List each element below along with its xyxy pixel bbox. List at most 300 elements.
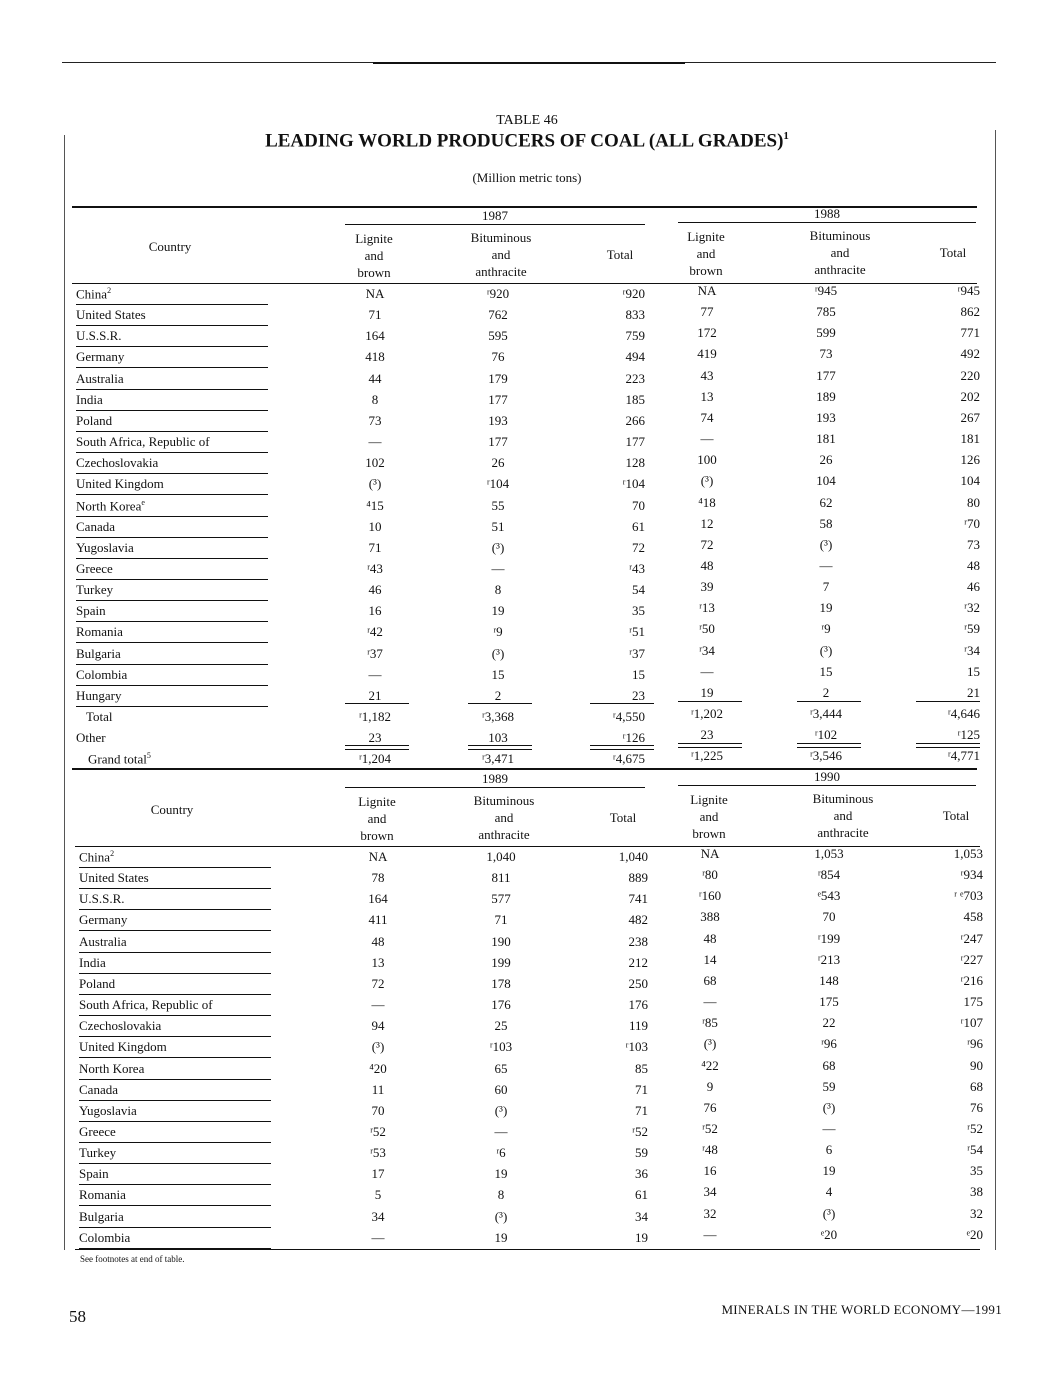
value-cell: ʳ920 [622, 286, 645, 301]
value-cell: (³) [819, 536, 833, 552]
value-cell: 148 [819, 972, 839, 988]
value-cell: 126 [960, 452, 980, 468]
value-cell: 23 [700, 727, 714, 743]
value-cell: 862 [960, 304, 980, 320]
value-cell: 13 [700, 388, 714, 404]
country-name: China$^2$ [76, 286, 112, 302]
table-row [79, 869, 989, 890]
country-name: Germany [76, 349, 125, 365]
table-row [79, 1120, 989, 1144]
value-cell: — [491, 560, 505, 576]
country-column-header: Country [148, 239, 192, 254]
value-cell: 76 [970, 1099, 983, 1115]
value-cell: 811 [491, 870, 511, 886]
value-cell: ʳ213 [817, 951, 841, 967]
value-cell: 32 [703, 1205, 717, 1221]
value-cell: ᵉ20 [966, 1226, 983, 1242]
value-cell: 19 [635, 1229, 648, 1245]
value-cell: 16 [703, 1163, 717, 1179]
value-cell: 762 [488, 307, 508, 323]
value-cell: 164 [368, 891, 388, 907]
value-cell: ʳ4,675 [612, 751, 645, 767]
value-cell: 68 [822, 1057, 836, 1073]
table-bottom-rule [75, 1249, 980, 1250]
country-name: Hungary [76, 687, 122, 703]
value-cell: — [371, 997, 385, 1013]
value-cell: 103 [488, 730, 508, 746]
value-cell: — [700, 431, 714, 447]
value-cell: ʳ43 [629, 560, 645, 576]
country-name: Total [86, 709, 113, 724]
value-cell: (³) [700, 473, 714, 489]
table-row [79, 1017, 989, 1038]
value-cell: 54 [632, 582, 645, 598]
value-cell: 759 [625, 328, 645, 344]
country-name: Turkey [76, 582, 114, 598]
country-name: Czechoslovakia [79, 1018, 162, 1034]
value-cell: 128 [625, 455, 645, 471]
value-cell: 32 [970, 1205, 983, 1221]
value-cell: ⁴15 [366, 497, 384, 513]
year-header: 1989 [482, 771, 508, 786]
value-cell: 23 [632, 687, 645, 703]
value-cell: ʳ160 [698, 888, 722, 904]
value-cell: 19 [822, 1163, 836, 1179]
value-cell: ʳ37 [629, 645, 645, 661]
value-cell: ʳ9 [493, 624, 503, 640]
value-cell: 48 [700, 557, 714, 573]
table-row [79, 1165, 989, 1186]
country-name: United States [79, 870, 149, 886]
lignite-column-header: Lignite and brown [687, 229, 725, 278]
bituminous-column-header: Bituminous and anthracite [473, 793, 535, 842]
value-cell: 12 [700, 515, 714, 531]
value-cell: 2 [822, 684, 830, 700]
value-cell: 38 [970, 1184, 983, 1200]
value-cell: 11 [371, 1081, 385, 1097]
value-cell: (³) [822, 1099, 836, 1115]
value-cell: 19 [494, 1229, 508, 1245]
value-cell: ᵉ20 [820, 1226, 838, 1242]
value-cell: 1,040 [486, 849, 516, 864]
value-cell: 55 [491, 497, 505, 513]
value-cell: 34 [703, 1184, 717, 1200]
table-row [79, 930, 989, 954]
value-cell: — [703, 1226, 717, 1242]
value-cell: 889 [628, 870, 648, 886]
value-cell: 59 [822, 1078, 836, 1094]
row-underline [79, 1100, 271, 1101]
value-cell: 833 [625, 307, 645, 323]
value-cell: 492 [960, 346, 980, 362]
value-cell: 185 [625, 391, 645, 407]
value-cell: 68 [703, 972, 717, 988]
value-cell: ʳ3,368 [481, 709, 515, 724]
value-cell: ʳ43 [367, 560, 383, 576]
value-cell: 59 [635, 1145, 648, 1161]
value-cell: ʳ4,771 [947, 748, 980, 764]
value-cell: 94 [371, 1018, 385, 1034]
country-name: Canada [76, 518, 115, 534]
value-cell: 13 [371, 954, 385, 970]
value-cell: ʳ945 [814, 283, 838, 298]
value-cell: 189 [816, 388, 836, 404]
year-header: 1990 [814, 769, 840, 784]
country-name: Australia [79, 933, 127, 949]
country-name: Canada [79, 1081, 118, 1097]
row-underline [79, 1036, 271, 1037]
value-cell: 2 [494, 687, 502, 703]
row-underline [79, 1142, 271, 1143]
value-cell: 595 [488, 328, 508, 344]
value-cell: 25 [494, 1018, 508, 1034]
value-cell: 599 [816, 325, 836, 341]
value-cell: ʳ125 [957, 727, 980, 743]
value-cell: 181 [816, 431, 836, 447]
country-name: Turkey [79, 1145, 117, 1161]
value-cell: 190 [491, 933, 511, 949]
value-cell: 85 [635, 1060, 648, 1076]
value-cell: ʳ216 [960, 972, 983, 988]
value-cell: 220 [960, 367, 980, 383]
value-cell: 71 [635, 1102, 648, 1118]
value-cell: 19 [494, 1166, 508, 1182]
value-cell: 5 [374, 1187, 382, 1203]
value-cell: 19 [700, 684, 714, 700]
value-cell: 119 [628, 1018, 648, 1034]
value-cell: 419 [697, 346, 717, 362]
year-rule [345, 787, 645, 788]
value-cell: NA [365, 286, 385, 301]
value-cell: 741 [628, 891, 648, 907]
value-cell: — [368, 666, 382, 682]
value-cell: 70 [371, 1102, 385, 1118]
value-cell: 199 [491, 954, 511, 970]
year-header: 1987 [482, 208, 508, 223]
value-cell: ⁴18 [698, 494, 716, 510]
value-cell: (³) [494, 1208, 508, 1224]
country-name: Colombia [79, 1229, 131, 1245]
value-cell: 6 [825, 1142, 833, 1158]
value-cell: 202 [960, 388, 980, 404]
table-row [79, 1144, 989, 1165]
value-cell: ʳ70 [964, 515, 980, 531]
value-cell: 48 [371, 933, 385, 949]
value-cell: 26 [491, 455, 505, 471]
value-cell: 17 [371, 1166, 385, 1182]
value-cell: 68 [970, 1078, 983, 1094]
value-cell: ʳ247 [960, 930, 983, 946]
value-cell: 175 [963, 994, 983, 1010]
value-cell: ʳ34 [964, 642, 980, 658]
row-underline [79, 952, 271, 953]
value-cell: 771 [960, 325, 980, 341]
total-column-header: Total [609, 810, 637, 825]
value-cell: — [368, 434, 382, 450]
value-cell: ʳ53 [370, 1145, 386, 1161]
country-name: Spain [76, 603, 106, 619]
table-row [79, 1226, 989, 1250]
value-cell: 73 [368, 412, 382, 428]
value-cell: — [494, 1123, 508, 1139]
value-cell: (³) [703, 1036, 717, 1052]
value-cell: 73 [819, 346, 833, 362]
value-cell: 74 [700, 409, 714, 425]
value-cell: ʳ96 [821, 1036, 837, 1052]
value-cell: 494 [625, 349, 645, 365]
value-cell: 418 [365, 349, 385, 365]
value-cell: ʳ3,546 [809, 748, 843, 764]
value-cell: 100 [697, 452, 717, 468]
row-underline [79, 909, 271, 910]
value-cell: 179 [488, 370, 508, 386]
value-cell: (³) [491, 539, 505, 555]
country-name: Yugoslavia [76, 539, 134, 555]
value-cell: ʳ34 [699, 642, 715, 658]
value-cell: 178 [491, 975, 511, 991]
value-cell: 8 [371, 391, 379, 407]
value-cell: 39 [700, 579, 714, 595]
value-cell: 72 [632, 539, 645, 555]
value-cell: 8 [497, 1187, 505, 1203]
value-cell: 785 [816, 304, 836, 320]
country-name: South Africa, Republic of [76, 434, 210, 450]
value-cell: ʳ4,646 [947, 706, 980, 721]
row-underline [79, 1057, 271, 1058]
value-cell: 48 [703, 930, 717, 946]
value-cell: (³) [819, 642, 833, 658]
value-cell: 458 [963, 909, 983, 925]
value-cell: ʳ54 [967, 1142, 983, 1158]
value-cell: 15 [632, 666, 645, 682]
country-name: United Kingdom [76, 476, 164, 492]
value-cell: ʳ104 [486, 476, 510, 492]
value-cell: 177 [625, 434, 645, 450]
running-footer-title: MINERALS IN THE WORLD ECONOMY—1991 [721, 1302, 1002, 1317]
table-label: TABLE 46 [496, 113, 558, 128]
value-cell: 65 [494, 1060, 508, 1076]
value-cell: 212 [628, 954, 648, 970]
country-name: Poland [76, 412, 113, 428]
value-cell: ʳ96 [967, 1036, 983, 1052]
value-cell: 70 [822, 909, 836, 925]
value-cell: 73 [967, 536, 980, 552]
value-cell: 77 [700, 304, 714, 320]
table-row [79, 1038, 989, 1059]
value-cell: ⁴22 [701, 1057, 719, 1073]
table-row [79, 996, 989, 1017]
value-cell: (³) [491, 645, 505, 661]
value-cell: 223 [625, 370, 645, 386]
value-cell: (³) [368, 476, 382, 492]
country-name: Germany [79, 912, 128, 928]
table-row [79, 1099, 989, 1123]
value-cell: 1,040 [618, 849, 648, 864]
value-cell: ʳ104 [622, 476, 645, 492]
bituminous-column-header: Bituminous and anthracite [470, 230, 532, 279]
country-name: Romania [76, 624, 123, 640]
value-cell: ʳ126 [622, 730, 645, 746]
value-cell: 78 [371, 870, 385, 886]
value-cell: 70 [632, 497, 645, 513]
value-cell: ʳ52 [370, 1123, 386, 1139]
value-cell: 4 [825, 1184, 833, 1200]
value-cell: (³) [371, 1039, 385, 1055]
value-cell: 44 [368, 370, 382, 386]
value-cell: ʳ920 [486, 286, 510, 301]
country-name: United Kingdom [79, 1039, 167, 1055]
value-cell: 26 [819, 452, 833, 468]
value-cell: 193 [488, 412, 508, 428]
value-cell: 21 [368, 687, 382, 703]
country-name: Colombia [76, 666, 128, 682]
value-cell: ʳ3,471 [481, 751, 515, 767]
value-cell: 482 [628, 912, 648, 928]
value-cell: ʳ42 [367, 624, 383, 640]
value-cell: ʳ934 [960, 867, 983, 883]
country-name: Greece [79, 1123, 116, 1139]
table-row [79, 951, 989, 975]
value-cell: 172 [697, 325, 717, 341]
value-cell: 9 [706, 1078, 714, 1094]
value-cell: 8 [494, 582, 502, 598]
value-cell: 72 [371, 975, 385, 991]
value-cell: 577 [491, 891, 511, 907]
country-name: North Korea [79, 1060, 145, 1076]
row-underline [79, 1079, 271, 1080]
value-cell: ʳ199 [817, 930, 841, 946]
value-cell: 35 [632, 603, 645, 619]
value-cell: 1,053 [953, 846, 983, 861]
table-row [79, 1057, 989, 1081]
country-column-header: Country [150, 802, 194, 817]
row-underline [79, 973, 271, 974]
lignite-column-header: Lignite and brown [358, 794, 396, 843]
value-cell: 19 [819, 600, 833, 616]
table-row [79, 848, 989, 869]
table-subtitle: (Million metric tons) [472, 170, 582, 185]
country-name: Bulgaria [76, 645, 121, 661]
value-cell: ʳ59 [964, 621, 980, 637]
value-cell: 71 [635, 1081, 648, 1097]
value-cell: ʳ103 [625, 1039, 648, 1055]
value-cell: ʳ945 [957, 283, 980, 298]
value-cell: ⁴20 [369, 1060, 387, 1076]
value-cell: 22 [822, 1015, 836, 1031]
value-cell: ʳ ᵉ703 [954, 888, 983, 904]
value-cell: 177 [488, 391, 508, 407]
value-cell: ʳ227 [960, 951, 983, 967]
value-cell: ʳ85 [702, 1015, 718, 1031]
value-cell: 177 [816, 367, 836, 383]
value-cell: ʳ4,550 [612, 709, 645, 724]
value-cell: 43 [700, 367, 714, 383]
row-underline [79, 994, 271, 995]
value-cell: ʳ854 [817, 867, 841, 883]
value-cell: 15 [491, 666, 505, 682]
country-name: Australia [76, 370, 124, 386]
value-cell: 58 [819, 515, 833, 531]
value-cell: (³) [822, 1205, 836, 1221]
bituminous-column-header: Bituminous and anthracite [809, 228, 871, 277]
country-name: Spain [79, 1166, 109, 1182]
value-cell: 71 [368, 539, 382, 555]
value-cell: ʳ1,225 [690, 748, 724, 764]
value-cell: ʳ52 [632, 1123, 648, 1139]
value-cell: 46 [967, 579, 980, 595]
country-name: China$^2$ [79, 849, 115, 865]
lignite-column-header: Lignite and brown [690, 792, 728, 841]
value-cell: 72 [700, 536, 714, 552]
country-name: India [76, 391, 103, 407]
value-cell: (³) [494, 1102, 508, 1118]
value-cell: ʳ3,444 [809, 706, 843, 721]
value-cell: ʳ32 [964, 600, 980, 616]
total-column-header: Total [939, 245, 967, 260]
value-cell: 1,053 [814, 846, 844, 861]
value-cell: 71 [368, 307, 382, 323]
value-cell: 181 [960, 431, 980, 447]
value-cell: 177 [488, 434, 508, 450]
country-name: U.S.S.R. [79, 891, 125, 907]
value-cell: 34 [635, 1208, 648, 1224]
value-cell: 176 [628, 997, 648, 1013]
value-cell: — [700, 663, 714, 679]
value-cell: 15 [967, 663, 980, 679]
country-name: Czechoslovakia [76, 455, 159, 471]
value-cell: 102 [365, 455, 385, 471]
year-rule [678, 785, 976, 786]
value-cell: ʳ13 [699, 600, 715, 616]
table-row [79, 1205, 989, 1229]
value-cell: 61 [635, 1187, 648, 1203]
value-cell: 250 [628, 975, 648, 991]
value-cell: 48 [967, 557, 980, 573]
value-cell: 76 [491, 349, 505, 365]
country-name: Romania [79, 1187, 126, 1203]
country-name: Poland [79, 975, 116, 991]
value-cell: — [822, 1120, 836, 1136]
value-cell: ʳ52 [702, 1120, 718, 1136]
value-cell: ʳ107 [960, 1015, 983, 1031]
table-row [79, 1078, 989, 1102]
table-row [79, 972, 989, 996]
value-cell: ʳ1,204 [358, 751, 392, 767]
value-cell: 267 [960, 409, 980, 425]
value-cell: ʳ1,182 [358, 709, 392, 724]
value-cell: 80 [967, 494, 980, 510]
value-cell: ʳ52 [967, 1120, 983, 1136]
table-title: LEADING WORLD PRODUCERS OF COAL (ALL GRADES)$^1$ [265, 130, 789, 152]
footnote-reference: See footnotes at end of table. [80, 1254, 185, 1264]
value-cell: ʳ37 [367, 645, 383, 661]
value-cell: 14 [703, 951, 717, 967]
total-column-header: Total [942, 808, 970, 823]
row-underline [79, 1227, 271, 1228]
value-cell: 60 [494, 1081, 508, 1097]
value-cell: 7 [822, 579, 830, 595]
value-cell: 16 [368, 603, 382, 619]
value-cell: 266 [625, 412, 645, 428]
country-name: United States [76, 307, 146, 323]
page-number: 58 [69, 1307, 86, 1326]
value-cell: 71 [494, 912, 508, 928]
value-cell: ʳ6 [496, 1145, 506, 1161]
value-cell: 10 [368, 518, 382, 534]
bituminous-column-header: Bituminous and anthracite [812, 791, 874, 840]
value-cell: — [371, 1229, 385, 1245]
year-header: 1988 [814, 206, 840, 221]
